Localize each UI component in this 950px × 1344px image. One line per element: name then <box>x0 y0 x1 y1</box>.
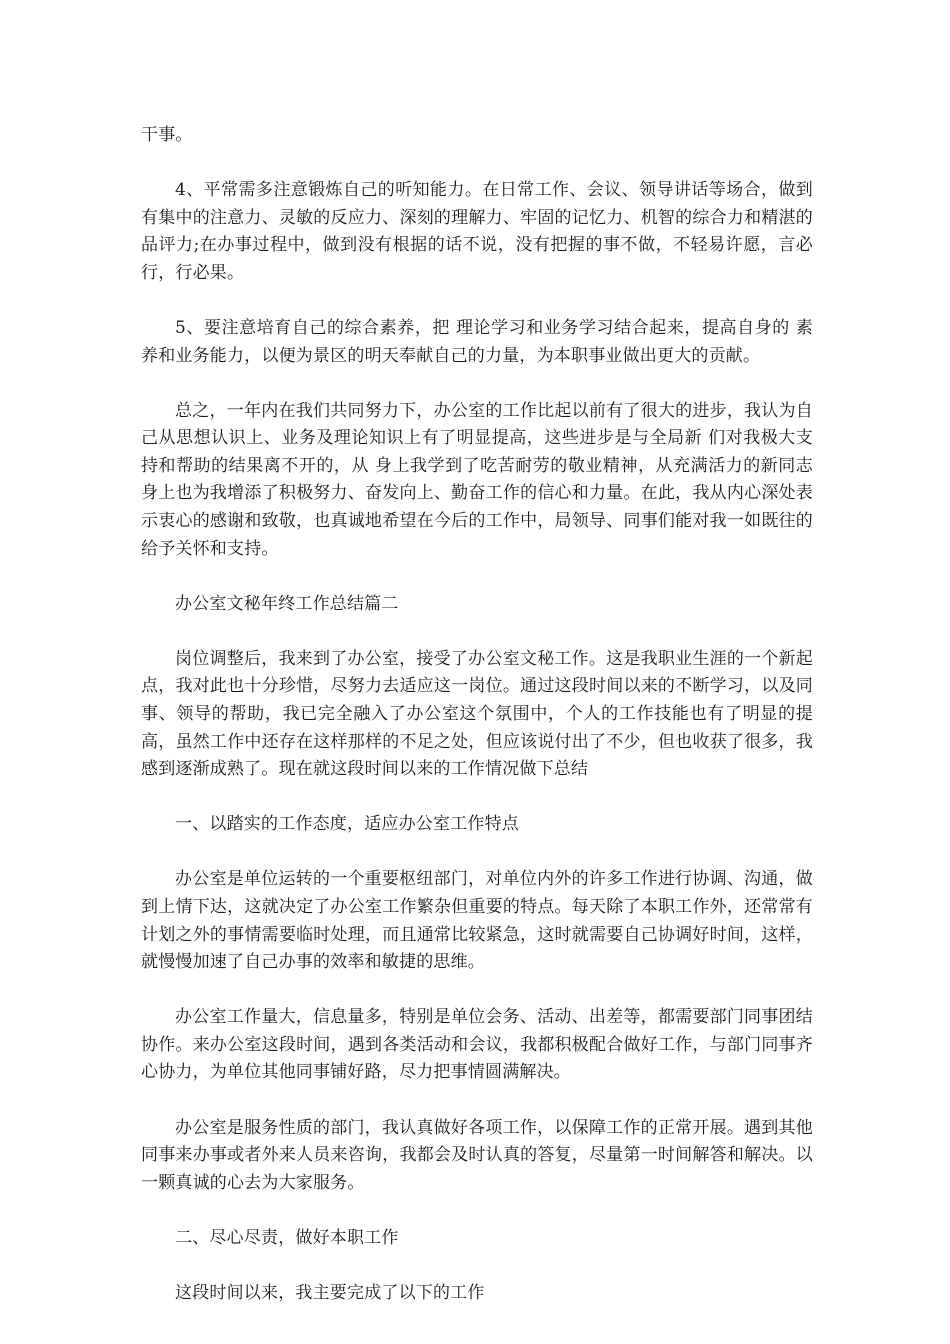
heading-section-one: 一、以踏实的工作态度，适应办公室工作特点 <box>175 814 519 835</box>
paragraph-conclusion: 总之，一年内在我们共同努力下，办公室的工作比起以前有了很大的进步，我认为自己从思想认识上、业务及理论知识上有了明显提高，这些进步是与全局新 们对我极大支持和帮助的结果离不开的，从 身上我学到了吃苦耐劳的敬业精神，从充满活力的新同志身上也为我增添了积极努力、奋发向上、勤奋工作的信心和力量。在此，我从内心深处表示衷心的感谢和致敬，也真诚地希望在今后的工作中，局领导、同事们能对我一如既往的给予关怀和支持。 <box>141 400 813 559</box>
paragraph-office-role: 办公室是单位运转的一个重要枢纽部门，对单位内外的许多工作进行协调、沟通，做到上情下达，这就决定了办公室工作繁杂但重要的特点。每天除了本职工作外，还常常有计划之外的事情需要临时处理，而且通常比较紧急，这时就需要自己协调好时间，这样，就慢慢加速了自己办事的效率和敏捷的思维。 <box>141 869 813 973</box>
paragraph-work-summary: 这段时间以来，我主要完成了以下的工作 <box>175 1282 485 1303</box>
paragraph-introduction: 岗位调整后，我来到了办公室，接受了办公室文秘工作。这是我职业生涯的一个新起点，我对此也十分珍惜，尽努力去适应这一岗位。通过这段时间以来的不断学习，以及同事、领导的帮助，我已完全融入了办公室这个氛围中，个人的工作技能也有了明显的提高，虽然工作中还存在这样那样的不足之处，但应该说付出了不少，但也收获了很多，我感到逐渐成熟了。现在就这段时间以来的工作情况做下总结 <box>141 648 813 780</box>
paragraph-continuation: 干事。 <box>141 125 193 145</box>
paragraph-point-4: 4、平常需多注意锻炼自己的听知能力。在日常工作、会议、领导讲话等场合，做到有集中的注意力、灵敏的反应力、深刻的理解力、牢固的记忆力、机智的综合力和精湛的品评力;在办事过程中，做到没有根据的话不说，没有把握的事不做，不轻易许愿，言必行，行必果。 <box>141 180 813 283</box>
paragraph-teamwork: 办公室工作量大，信息量多，特别是单位会务、活动、出差等，都需要部门同事团结协作。来办公室这段时间，遇到各类活动和会议，我都积极配合做好工作，与部门同事齐心协力，为单位其他同事铺好路，尽力把事情圆满解决。 <box>141 1007 813 1083</box>
heading-section-two: 二、尽心尽责，做好本职工作 <box>175 1227 399 1248</box>
document-body <box>141 122 813 1335</box>
paragraph-point-5: 5、要注意培育自己的综合素养，把 理论学习和业务学习结合起来，提高自身的 素养和业务能力，以便为景区的明天奉献自己的力量，为本职事业做出更大的贡献。 <box>141 317 813 366</box>
paragraph-service: 办公室是服务性质的部门，我认真做好各项工作，以保障工作的正常开展。遇到其他同事来办事或者外来人员来咨询，我都会及时认真的答复，尽量第一时间解答和解决。以一颗真诚的心去为大家服务。 <box>141 1117 813 1193</box>
section-title-part-two: 办公室文秘年终工作总结篇二 <box>175 593 399 614</box>
